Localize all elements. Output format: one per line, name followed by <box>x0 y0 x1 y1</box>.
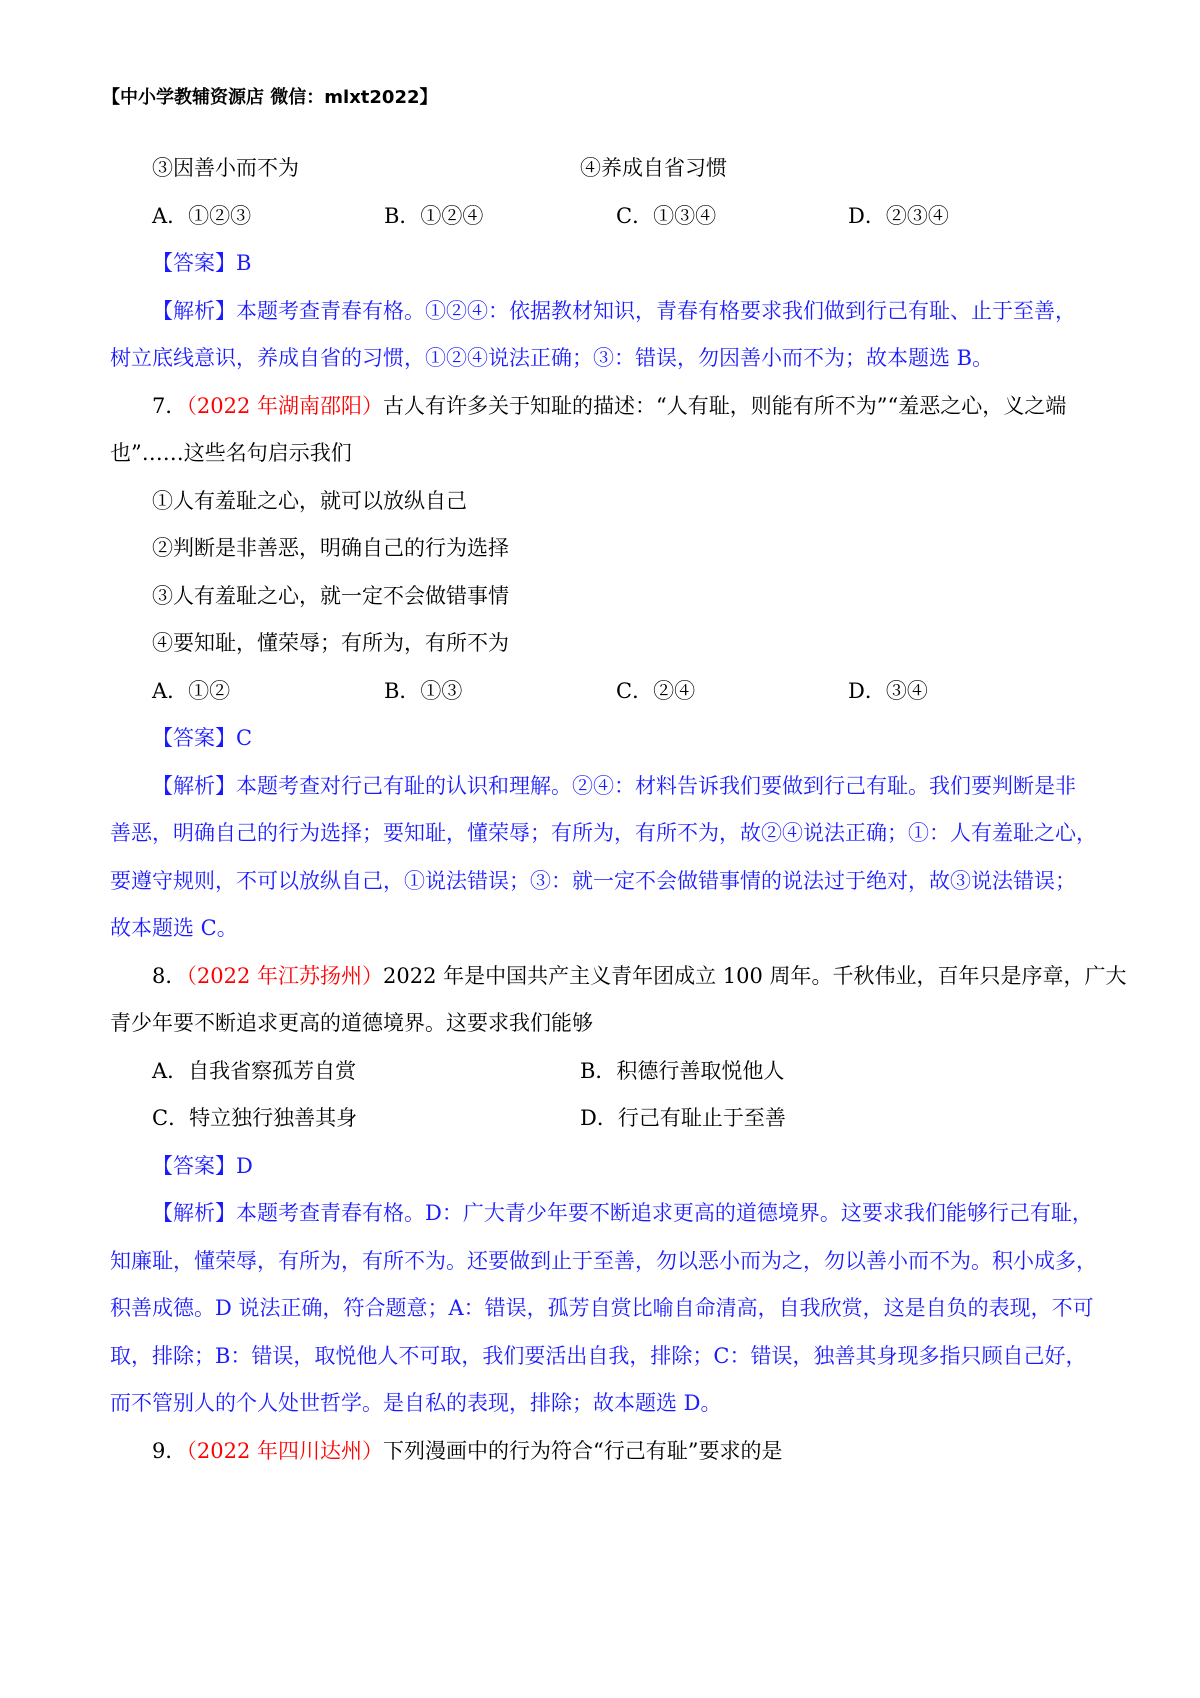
q7-option-a: A．①② <box>152 678 231 703</box>
q6-option-a: A．①②③ <box>152 203 252 228</box>
q6-items-row <box>110 145 1100 193</box>
question-number: 8． <box>152 963 187 988</box>
q7-option-d: D．③④ <box>848 678 928 703</box>
q7-answer <box>110 715 1100 763</box>
q6-item-3: ③因善小而不为 <box>152 156 299 180</box>
answer-value: C <box>236 726 253 750</box>
q7-item: ②判断是非善恶，明确自己的行为选择 <box>152 536 509 560</box>
q7-option-b: B．①③ <box>384 678 463 703</box>
page-header: 【中小学教辅资源店 微信：mlxt2022】 <box>102 87 438 108</box>
document-body <box>110 145 1127 1475</box>
q7-options-row <box>110 668 1100 716</box>
question-stem: 2022 年是中国共产主义青年团成立 100 周年。千秋伟业，百年只是序章，广大 <box>383 963 1127 988</box>
q7-analysis-line: 故本题选 C。 <box>110 916 238 940</box>
q6-item-4: ④养成自省习惯 <box>580 156 727 180</box>
q8-analysis-line: 而不管别人的个人处世哲学。是自私的表现，排除；故本题选 D。 <box>110 1391 722 1415</box>
question-source: （2022 年江苏扬州） <box>186 963 383 988</box>
answer-label: 【答案】 <box>152 726 236 750</box>
q6-option-b: B．①②④ <box>384 203 484 228</box>
question-number: 9． <box>152 1438 187 1463</box>
q7-analysis-line: 要遵守规则，不可以放纵自己，①说法错误；③：就一定不会做错事情的说法过于绝对，故③说法错误； <box>110 868 1076 893</box>
q8-stem <box>110 953 1127 1001</box>
q7-option-c: C．②④ <box>616 678 696 703</box>
q9-stem <box>110 1428 1100 1476</box>
q7-item: ③人有羞耻之心，就一定不会做错事情 <box>152 583 509 608</box>
q6-analysis-line: 树立底线意识，养成自省的习惯，①②④说法正确；③：错误，勿因善小而不为；故本题选 B。 <box>110 346 994 370</box>
q7-analysis-line: 【解析】本题考查对行己有耻的认识和理解。②④：材料告诉我们要做到行己有耻。我们要判断是非 <box>152 773 1076 798</box>
q8-options-row-2 <box>110 1095 1100 1143</box>
question-stem: 古人有许多关于知耻的描述：“人有耻，则能有所不为”“羞恶之心，义之端 <box>383 393 1067 418</box>
q7-analysis-line: 善恶，明确自己的行为选择；要知耻，懂荣辱；有所为，有所不为，故②④说法正确；①：人有羞耻之心， <box>110 821 1097 845</box>
question-stem: 下列漫画中的行为符合“行己有耻”要求的是 <box>383 1438 783 1463</box>
q6-answer <box>110 240 1100 288</box>
q8-analysis-line: 【解析】本题考查青春有格。D：广大青少年要不断追求更高的道德境界。这要求我们能够行己有耻， <box>152 1201 1093 1225</box>
q8-analysis-line: 积善成德。D 说法正确，符合题意；A：错误，孤芳自赏比喻自命清高，自我欣赏，这是自负的表现，不可 <box>110 1296 1094 1320</box>
q6-option-c: C．①③④ <box>616 203 717 228</box>
q6-option-d: D．②③④ <box>848 203 949 228</box>
q8-answer <box>110 1143 1100 1191</box>
answer-value: D <box>236 1153 253 1178</box>
answer-label: 【答案】 <box>152 251 236 275</box>
q8-option-a: A．自我省察孤芳自赏 <box>152 1058 357 1083</box>
question-number: 7． <box>152 393 187 418</box>
q8-option-b: B．积德行善取悦他人 <box>580 1058 785 1083</box>
q8-option-c: C．特立独行独善其身 <box>152 1106 358 1130</box>
question-source: （2022 年四川达州） <box>186 1438 383 1463</box>
q8-stem-cont: 青少年要不断追求更高的道德境界。这要求我们能够 <box>110 1011 593 1035</box>
answer-label: 【答案】 <box>152 1153 236 1178</box>
q7-stem <box>110 383 1100 431</box>
answer-value: B <box>236 251 252 275</box>
q8-option-d: D．行己有耻止于至善 <box>580 1106 786 1130</box>
q7-item: ④要知耻，懂荣辱；有所为，有所不为 <box>152 631 509 655</box>
q8-analysis-line: 取，排除；B：错误，取悦他人不可取，我们要活出自我，排除；C：错误，独善其身现多指只顾自己好， <box>110 1343 1087 1368</box>
question-source: （2022 年湖南邵阳） <box>186 393 383 418</box>
q6-options-row <box>110 193 1100 241</box>
q8-options-row-1 <box>110 1048 1100 1096</box>
q7-stem-cont: 也”……这些名句启示我们 <box>110 441 352 465</box>
q8-analysis-line: 知廉耻，懂荣辱，有所为，有所不为。还要做到止于至善，勿以恶小而为之，勿以善小而不为。积小成多， <box>110 1248 1097 1273</box>
q7-item: ①人有羞耻之心，就可以放纵自己 <box>152 488 467 513</box>
q6-analysis-line: 【解析】本题考查青春有格。①②④：依据教材知识，青春有格要求我们做到行己有耻、止于至善， <box>152 298 1076 323</box>
